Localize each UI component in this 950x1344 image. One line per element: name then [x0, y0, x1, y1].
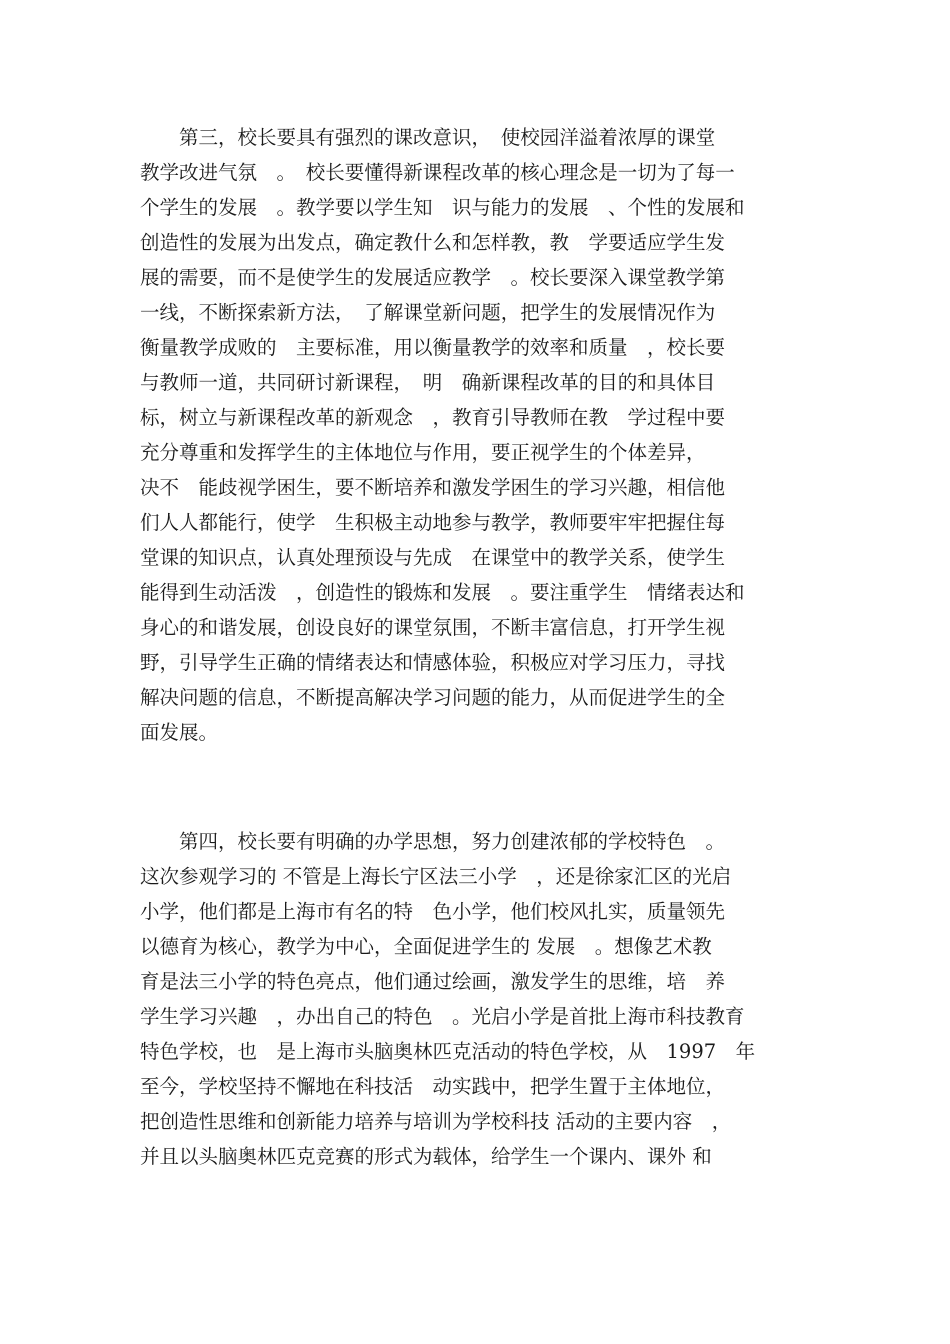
text-line: 标，树立与新课程改革的新观念 ，教育引导教师在教 学过程中要	[140, 406, 726, 429]
text-line: 一线，不断探索新方法， 了解课堂新问题，把学生的发展情况作为	[140, 301, 716, 324]
text-line: 身心的和谐发展，创设良好的课堂氛围，不断丰富信息，打开学生视	[140, 616, 726, 639]
text-line: 并且以头脑奥林匹克竞赛的形式为载体，给学生一个课内、课外 和	[140, 1145, 712, 1168]
text-line: 决不 能歧视学困生，要不断培养和激发学困生的学习兴趣，相信他	[140, 476, 726, 499]
text-line: 至今，学校坚持不懈地在科技活 动实践中，把学生置于主体地位，	[140, 1075, 726, 1098]
text-line: 面发展。	[140, 721, 219, 744]
text-line: 充分尊重和发挥学生的主体地位与作用，要正视学生的个体差异，	[140, 441, 706, 464]
text-line: 学生学习兴趣 ，办出自己的特色 。光启小学是首批上海市科技教育	[140, 1005, 745, 1028]
text-line: 把创造性思维和创新能力培养与培训为学校科技 活动的主要内容 ，	[140, 1110, 732, 1133]
text-line: 野，引导学生正确的情绪表达和情感体验，积极应对学习压力，寻找	[140, 651, 726, 674]
text-line: 第四，校长要有明确的办学思想，努力创建浓郁的学校特色 。	[140, 830, 726, 853]
text-line: 第三，校长要具有强烈的课改意识， 使校园洋溢着浓厚的课堂	[140, 126, 716, 149]
text-line: 能得到生动活泼 ，创造性的锻炼和发展 。要注重学生 情绪表达和	[140, 581, 745, 604]
text-line: 以德育为核心，教学为中心，全面促进学生的 发展 。想像艺术教	[140, 935, 712, 958]
text-line: 解决问题的信息，不断提高解决学习问题的能力，从而促进学生的全	[140, 686, 726, 709]
text-line: 们人人都能行，使学 生积极主动地参与教学，教师要牢牢把握住每	[140, 511, 726, 534]
paragraph-fourth-school-characteristics	[140, 824, 820, 1174]
text-line: 特色学校，也 是上海市头脑奥林匹克活动的特色学校，从 1997 年	[140, 1040, 756, 1063]
text-line: 这次参观学习的 不管是上海长宁区法三小学 ，还是徐家汇区的光启	[140, 865, 732, 888]
paragraph-third-principal-curriculum-reform	[140, 120, 820, 750]
text-line: 个学生的发展 。教学要以学生知 识与能力的发展 、个性的发展和	[140, 196, 745, 219]
text-line: 教学改进气氛 。 校长要懂得新课程改革的核心理念是一切为了每一	[140, 161, 735, 184]
text-line: 堂课的知识点，认真处理预设与先成 在课堂中的教学关系，使学生	[140, 546, 726, 569]
text-line: 小学，他们都是上海市有名的特 色小学，他们校风扎实，质量领先	[140, 900, 726, 923]
text-line: 与教师一道，共同研讨新课程， 明 确新课程改革的目的和具体目	[140, 371, 716, 394]
text-line: 展的需要，而不是使学生的发展适应教学 。校长要深入课堂教学第	[140, 266, 726, 289]
text-line: 衡量教学成败的 主要标准，用以衡量教学的效率和质量 ，校长要	[140, 336, 726, 359]
text-line: 创造性的发展为出发点，确定教什么和怎样教，教 学要适应学生发	[140, 231, 726, 254]
text-line: 育是法三小学的特色亮点，他们通过绘画，激发学生的思维，培 养	[140, 970, 726, 993]
